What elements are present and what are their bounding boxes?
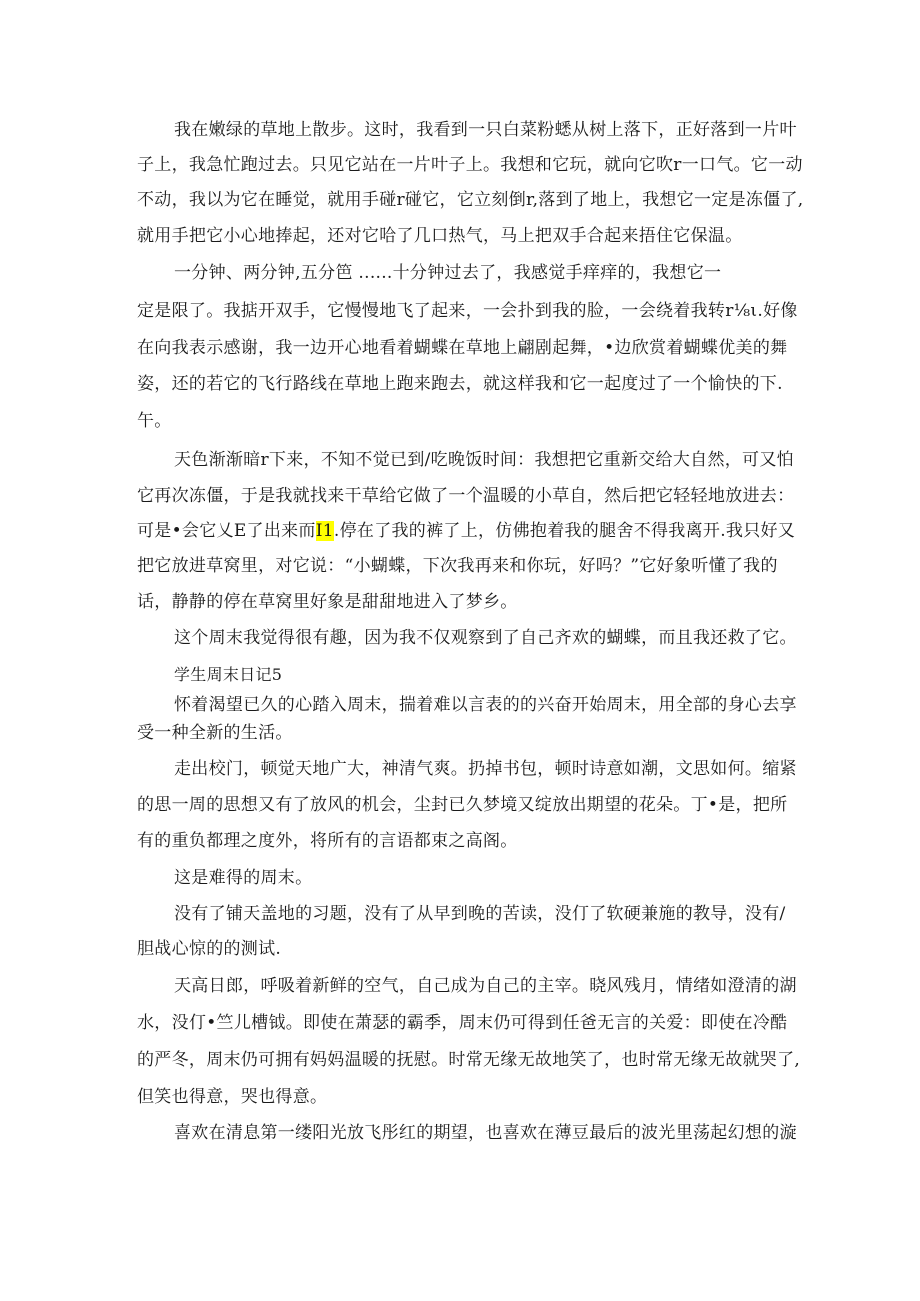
text-segment: 可是•会它乂E了出来而: [137, 521, 316, 541]
text-line: 受一种全新的生活。: [137, 723, 293, 743]
text-line: 怀着渴望已久的心踏入周末，揣着难以言表的的兴奋开始周末，用全部的身心去享: [174, 695, 797, 715]
text-line: 话，静静的停在草窝里好象是甜甜地进入了梦乡。: [137, 592, 518, 612]
text-line: 没有了铺天盖地的习题，没有了从早到晚的苦读，没仃了软硬兼施的教导，没有/: [174, 904, 786, 924]
text-segment: .停在了我的裤了上，仿佛抱着我的腿舍不得我离开.我只好又: [333, 521, 796, 541]
text-line: 走出校门，顿觉天地广大，神清气爽。扔掉书包，顿时诗意如潮，文思如何。缩紧: [174, 759, 797, 779]
text-line: 有的重负都理之度外，将所有的言语都束之高阁。: [137, 831, 518, 851]
text-line: 这个周末我觉得很有趣，因为我不仅观察到了自己齐欢的蝴蝶，而且我还救了它。: [174, 628, 797, 648]
text-line: 子上，我急忙跑过去。只见它站在一片叶子上。我想和它玩，就向它吹r一口气。它一动: [137, 155, 803, 175]
text-line: 把它放进草窝里，对它说：“小蝴蝶，下次我再来和你玩，好吗？”它好象听懂了我的: [137, 556, 778, 576]
text-line: [137, 520, 795, 542]
text-line: 就用手把它小心地捧起，还对它哈了几口热气，马上把双手合起来捂住它保温。: [137, 226, 743, 246]
text-line: 午。: [137, 411, 172, 431]
text-line: 这是难得的周末。: [174, 868, 313, 888]
text-line: 它再次冻僵，于是我就找来干草给它做了一个温暖的小草自，然后把它轻轻地放进去：: [137, 486, 795, 506]
text-line: 喜欢在清息第一缕阳光放飞彤红的期望，也喜欢在薄豆最后的波光里荡起幻想的漩: [174, 1123, 797, 1143]
text-line: 不动，我以为它在睡觉，就用手碰r碰它，它立刻倒r,落到了地上，我想它一定是冻僵了,: [137, 190, 804, 210]
text-line: 但笑也得意，哭也得意。: [137, 1087, 328, 1107]
text-line: 的严冬，周末仍可拥有妈妈温暖的抚慰。时常无缘无故地笑了，也时常无缘无故就哭了,: [137, 1050, 801, 1070]
text-line: 一分钟、两分钟,五分笆 ......十分钟过去了，我感觉手痒痒的，我想它一: [174, 263, 722, 283]
text-line: 的思一周的思想又有了放风的机会，尘封已久梦境又绽放出期望的花朵。丁•是，把所: [137, 795, 788, 815]
text-line: 姿，还的若它的飞行路线在草地上跑来跑去，就这样我和它一起度过了一个愉快的下.: [137, 374, 783, 394]
highlighted-text: I1: [315, 521, 334, 541]
text-line: 定是限了。我掂开双手，它慢慢地飞了起来，一会扑到我的脸，一会绕着我转r⅛ι.好像: [137, 301, 798, 321]
section-heading: 学生周末日记5: [174, 665, 283, 684]
text-line: 天高日郎，呼吸着新鲜的空气，自己成为自己的主宰。晓风残月，情绪如澄清的湖: [174, 976, 797, 996]
text-line: 胆战心惊的的测试.: [137, 939, 282, 959]
text-line: 天色渐渐暗r下来，不知不觉已到/吃晚饭时间：我想把它重新交给大自然，可又怕: [174, 450, 794, 470]
text-line: 我在嫩绿的草地上散步。这时，我看到一只白菜粉蟋从树上落下，正好落到一片叶: [174, 120, 797, 140]
text-line: 水，没仃•竺儿槽钺。即使在萧瑟的霸季，周末仍可得到任爸无言的关爱：即使在冷酷: [137, 1013, 788, 1033]
text-line: 在向我表示感谢，我一边开心地看着蝴蝶在草地上翩剧起舞，•边欣赏着蝴蝶优美的舞: [137, 338, 788, 358]
